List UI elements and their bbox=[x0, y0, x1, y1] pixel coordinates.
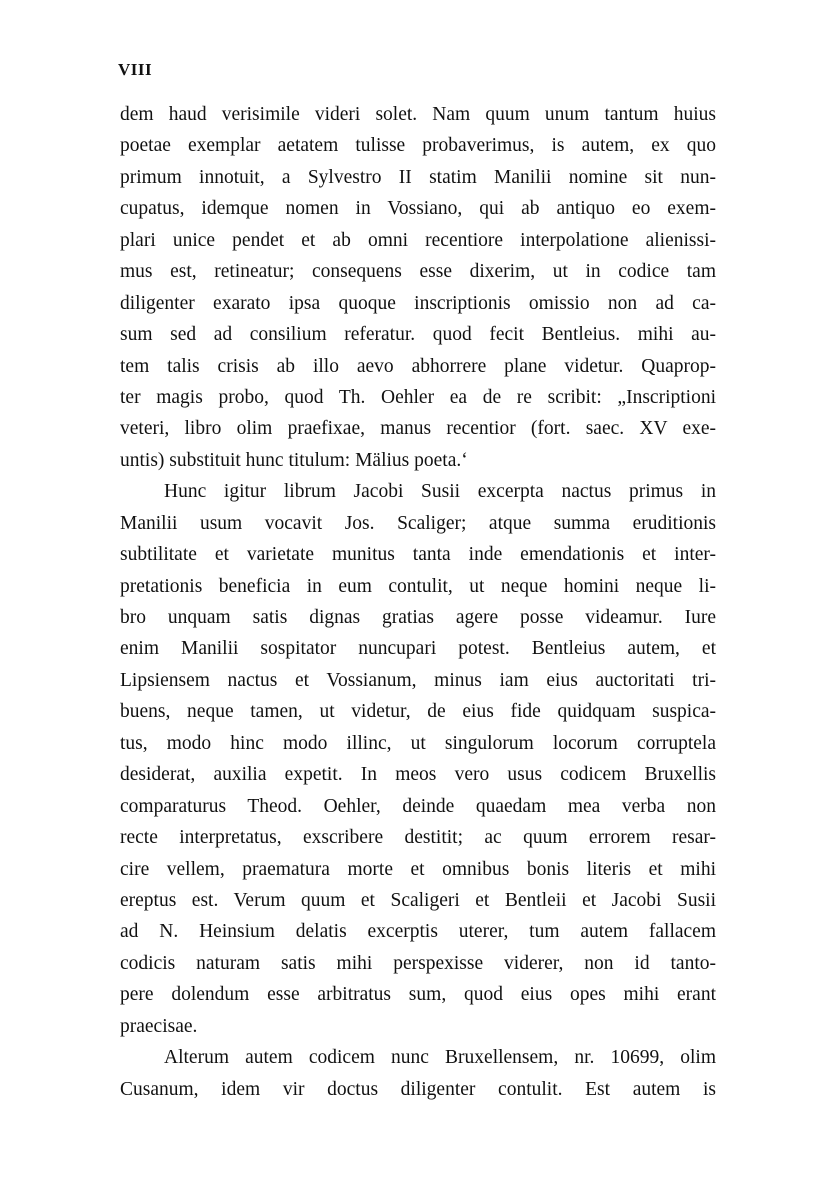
text-line: sum sed ad consilium referatur. quod fecit Bentleius. mihi au- bbox=[120, 324, 716, 346]
text-line: codicis naturam satis mihi perspexisse viderer, non id tanto- bbox=[120, 952, 716, 974]
text-line: primum innotuit, a Sylvestro II statim Manilii nomine sit nun- bbox=[120, 166, 716, 188]
text-line: ad N. Heinsium delatis excerptis uterer, tum autem fallacem bbox=[120, 921, 716, 943]
text-line: cire vellem, praematura morte et omnibus bonis literis et mihi bbox=[120, 858, 716, 880]
text-line: subtilitate et varietate munitus tanta inde emendationis et inter- bbox=[120, 544, 716, 566]
page-body bbox=[120, 99, 716, 1105]
text-line: desiderat, auxilia expetit. In meos vero usus codicem Bruxellis bbox=[120, 764, 716, 786]
page-number: VIII bbox=[118, 60, 153, 79]
text-line: tem talis crisis ab illo aevo abhorrere plane videtur. Quaprop- bbox=[120, 355, 716, 377]
text-line: dem haud verisimile videri solet. Nam quum unum tantum huius bbox=[120, 104, 716, 125]
text-line: pretationis beneficia in eum contulit, ut neque homini neque li- bbox=[120, 575, 716, 597]
text-line: mus est, retineatur; consequens esse dixerim, ut in codice tam bbox=[120, 261, 716, 283]
text-line: bro unquam satis dignas gratias agere posse videamur. Iure bbox=[120, 607, 716, 628]
text-line: recte interpretatus, exscribere destitit; ac quum errorem resar- bbox=[120, 827, 716, 849]
text-line: cupatus, idemque nomen in Vossiano, qui ab antiquo eo exem- bbox=[120, 198, 716, 220]
text-line: pere dolendum esse arbitratus sum, quod eius opes mihi erant bbox=[120, 984, 716, 1006]
text-line: Cusanum, idem vir doctus diligenter contulit. Est autem is bbox=[120, 1078, 716, 1100]
text-line: diligenter exarato ipsa quoque inscriptionis omissio non ad ca- bbox=[120, 292, 716, 314]
text-line: poetae exemplar aetatem tulisse probaverimus, is autem, ex quo bbox=[120, 135, 716, 157]
text-line: veteri, libro olim praefixae, manus recentior (fort. saec. XV exe- bbox=[120, 418, 716, 440]
text-line: Manilii usum vocavit Jos. Scaliger; atque summa eruditionis bbox=[120, 512, 716, 534]
text-line: plari unice pendet et ab omni recentiore interpolatione alienissi- bbox=[120, 229, 716, 251]
paragraph-2 bbox=[120, 476, 716, 1042]
text-line: Hunc igitur librum Jacobi Susii excerpta nactus primus in bbox=[164, 481, 716, 503]
text-line: tus, modo hinc modo illinc, ut singulorum locorum corruptela bbox=[120, 732, 716, 754]
text-line: buens, neque tamen, ut videtur, de eius fide quidquam suspica- bbox=[120, 701, 716, 723]
text-line: untis) substituit hunc titulum: Mälius poeta.‘ bbox=[120, 449, 468, 471]
text-line: comparaturus Theod. Oehler, deinde quaedam mea verba non bbox=[120, 795, 716, 817]
text-line: ter magis probo, quod Th. Oehler ea de re scribit: „Inscriptioni bbox=[120, 386, 716, 408]
text-line: Alterum autem codicem nunc Bruxellensem, nr. 10699, olim bbox=[164, 1047, 716, 1069]
text-line: ereptus est. Verum quum et Scaligeri et Bentleii et Jacobi Susii bbox=[120, 889, 716, 911]
text-line: enim Manilii sospitator nuncupari potest. Bentleius autem, et bbox=[120, 638, 716, 660]
text-line: Lipsiensem nactus et Vossianum, minus iam eius auctoritati tri- bbox=[120, 669, 716, 691]
paragraph-3 bbox=[120, 1042, 716, 1105]
text-line: praecisae. bbox=[120, 1015, 198, 1037]
paragraph-1 bbox=[120, 99, 716, 476]
